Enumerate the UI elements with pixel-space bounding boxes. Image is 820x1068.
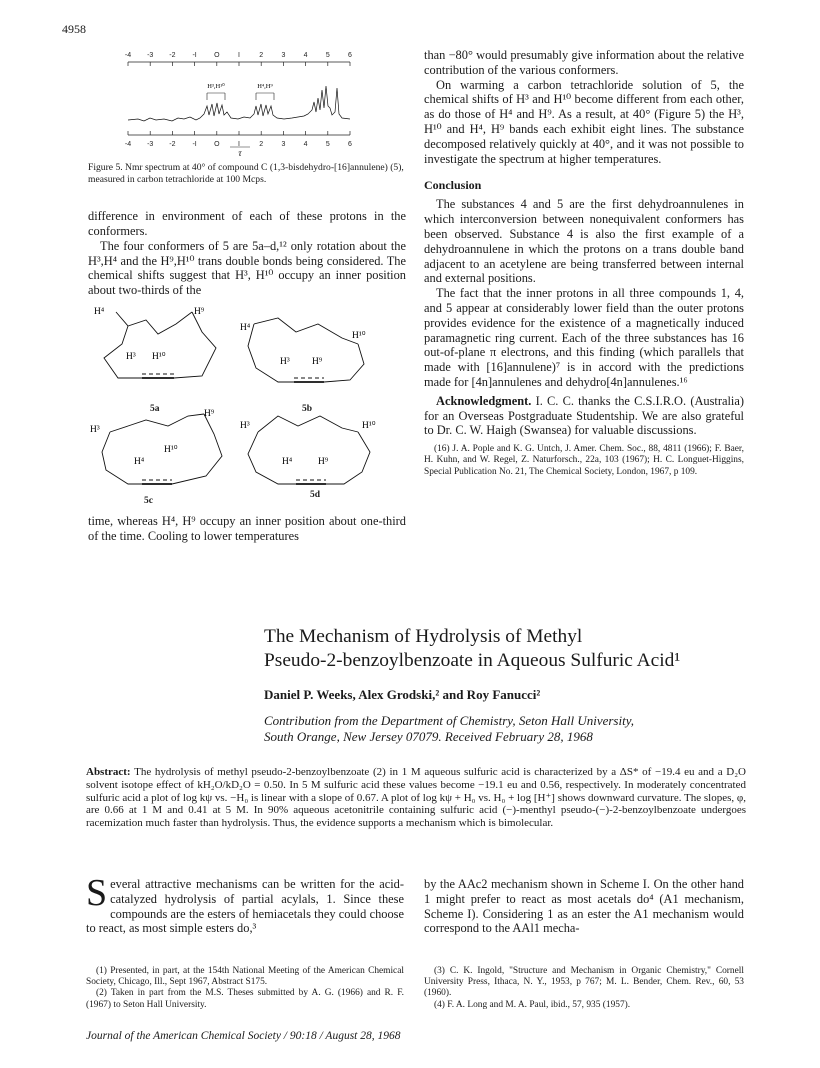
article-header [264,625,764,745]
abstract-text: The hydrolysis of methyl pseudo-2-benzoylbenzoate (2) in 1 M aqueous sulfuric acid is characterized by a ΔS* of −19.4 eu and a D₂O solvent isotope effect of kH₂O/kD₂O = 0.50. In 5 M sulfuric acid these values become −19.1 eu and 0.56, respectively. In moderately concentrated sulfuric acid a plot of log kψ vs. −H₀ is linear with a slope of 0.67. A plot of log kψ + H₀ vs. H₀ + log [H⁺] shows downward curvature. The slopes, φ, are 0.66 at 1 M and 0.41 at 5 M. In 90% aqueous acetonitrile containing sulfuric acid (−)-menthyl pseudo-(−)-2-benzoylbenzoate undergoes racemization much faster than hydrolysis. Thus, the evidence supports a mechanism which is bimolecular. [86,766,746,830]
footnote-3: (3) C. K. Ingold, "Structure and Mechanism in Organic Chemistry," Cornell University Press, Ithaca, N. Y., 1953, p 767; M. L. Bender, Chem. Rev., 60, 53 (1960). [424,966,744,999]
axis-bottom-tick-label-6: 2 [259,141,264,148]
s5b-h4: H⁴ [240,322,251,333]
s5a-h4: H⁴ [94,306,105,317]
axis-bottom-tick-label-1: -3 [147,141,154,148]
axis-top-tick-label-0: -4 [124,52,132,59]
abstract [86,766,746,830]
axis-top-tick-label-3: -I [192,52,197,59]
right-para-4: The fact that the inner protons in all three compounds 1, 4, and 5 appear at considerably lower field than the outer protons provides evidence for the existence of a magnetically induced paramagnetic ring current. Each of the three substances has 16 out-of-plane π electrons, and this finding (which parallels that made with [16]annulene)⁷ is in accord with the predictions made for [4n]annulenes and dehydro[4n]annulenes.¹⁶ [424,286,744,389]
axis-bottom-tick-label-3: -I [192,141,197,148]
reference-16: (16) J. A. Pople and K. G. Untch, J. Amer. Chem. Soc., 88, 4811 (1966); F. Baer, H. Kuhn, and W. Regel, Z. Naturforsch., 22a, 103 (1967); H. C. Longuet-Higgins, Special Publication No. 21, The Chemical Society, London, 1967, p 109. [424,444,744,477]
nmr-spectrum-figure [88,48,406,160]
axis-bottom-tick-label-8: 4 [303,141,308,148]
left-para-2: The four conformers of 5 are 5a–d,¹² only rotation about the H³,H⁴ and the H⁹,H¹⁰ trans double bonds being considered. The chemical shifts suggest that H³, H¹⁰ occupy an inner position about two-thirds of the [88,238,406,298]
s5c-h3: H³ [90,424,100,435]
authors: Daniel P. Weeks, Alex Grodski,² and Roy Fanucci² [264,687,541,702]
axis-bottom-tick-label-10: 6 [348,141,352,148]
left-para-1: difference in environment of each of these protons in the conformers. [88,209,406,238]
s5a-label: 5a [150,403,160,414]
axis-top-tick-label-4: O [214,52,220,59]
article-body-left [86,872,404,936]
affiliation [264,713,764,745]
right-para-3: The substances 4 and 5 are the first dehydroannulenes in which interconversion between nonequivalent conformers has been observed. Substance 4 is also the first example of a dehydroannulene in which the protons on a trans double band adjacent to an acetylene are being transferred between internal and external positions. [424,197,744,286]
s5d-h3: H³ [240,420,250,431]
s5c-label: 5c [144,495,153,506]
s5b-label: 5b [302,403,313,414]
left-column [88,48,406,544]
right-column [424,48,744,478]
page-number: 4958 [62,22,86,36]
band-label-h4-h9: H⁴,H⁹ [257,83,273,90]
axis-top-tick-label-1: -3 [147,52,154,59]
axis-bottom-tick-label-5: I [238,141,240,148]
footnote-4: (4) F. A. Long and M. A. Paul, ibid., 57, 935 (1957). [434,999,631,1010]
s5d-h10: H¹⁰ [362,420,376,431]
axis-symbol-tau: τ [238,148,242,158]
right-para-2: On warming a carbon tetrachloride solution of 5, the chemical shifts of H³ and H¹⁰ become different from each other, as do those of H⁴ and H⁹. As a result, at 40° (Figure 5) the H³, H¹⁰ and H⁴, H⁹ bands each exhibit eight lines. The substance decomposed relatively quickly at 40°, and it was not possible to investigate the spectrum at higher temperatures. [424,77,744,166]
acknowledgment [424,394,744,438]
s5c-h9: H⁹ [204,408,215,419]
drop-cap: S [86,872,108,914]
structure-5a [94,304,222,396]
article-intro-right: by the AAc2 mechanism shown in Scheme I. On the other hand 1 might prefer to react as most acetals do⁴ (A1 mechanism, Scheme I). Considering 1 as an ester the A1 mechanism would correspond to the AAl1 mecha- [424,877,744,936]
band-label-h3-h10: H³,H¹⁰ [207,83,225,90]
article-intro-left [86,872,404,936]
footnote-1: (1) Presented, in part, at the 154th National Meeting of the American Chemical Society, Chicago, Ill., Sept 1967, Abstract S175. [86,966,404,988]
acknowledgment-heading: Acknowledgment. [436,393,532,408]
axis-top-tick-label-9: 5 [325,52,330,59]
structure-5d [238,408,388,494]
structure-5c [88,408,228,494]
footnotes-left [86,966,404,1011]
footnotes-right [424,966,744,1011]
article-body-right [424,877,744,936]
figure-5-caption: Figure 5. Nmr spectrum at 40° of compound C (1,3-bisdehydro-[16]annulene) (5), measured in carbon tetrachloride at 100 Mcps. [88,162,404,185]
s5a-h9: H⁹ [194,306,205,317]
s5b-h10: H¹⁰ [352,330,366,341]
axis-top-tick-label-5: I [238,52,240,59]
axis-bottom-tick-label-4: O [214,141,220,148]
affiliation-line-1: Contribution from the Department of Chemistry, Seton Hall University, [264,713,634,728]
spectrum-trace [128,86,350,121]
s5a-h3: H³ [126,351,136,362]
axis-top-tick-label-7: 3 [281,52,286,59]
affiliation-line-2: South Orange, New Jersey 07079. Received February 28, 1968 [264,729,593,744]
axis-top-tick-label-8: 4 [303,52,308,59]
abstract-label: Abstract: [86,766,131,778]
footnote-2: (2) Taken in part from the M.S. Theses submitted by A. G. (1966) and R. F. (1967) to Seton Hall University. [86,988,404,1010]
right-para-1: than −80° would presumably give information about the relative contribution of the various conformers. [424,48,744,77]
structure-5b [238,314,374,398]
references-top [424,444,744,478]
axis-bottom-tick-label-9: 5 [325,141,330,148]
journal-footer: Journal of the American Chemical Society / 90:18 / August 28, 1968 [86,1030,401,1042]
s5c-h4: H⁴ [134,456,145,467]
axis-top-tick-label-2: -2 [169,52,176,59]
axis-bottom-tick-label-7: 3 [281,141,286,148]
s5b-h9: H⁹ [312,356,323,367]
conformer-structures [88,300,406,510]
article-intro-left-text: everal attractive mechanisms can be written for the acid-catalyzed hydrolysis of partial acylals, 1. Since these compounds are the esters of hemiacetals they could choose to react, as most simple esters do,³ [86,877,404,936]
acknowledgment-text: I. C. C. thanks the C.S.I.R.O. (Australia) for an Overseas Postgraduate Studentship. We are also grateful to Dr. C. W. Haigh (Swansea) for valuable discussions. [424,393,744,438]
article-title-line-2: Pseudo-2-benzoylbenzoate in Aqueous Sulfuric Acid¹ [264,650,681,671]
axis-top-tick-label-10: 6 [348,52,352,59]
axis-top-tick-label-6: 2 [259,52,264,59]
s5c-h10: H¹⁰ [164,444,178,455]
article-title [264,625,764,673]
s5d-h4: H⁴ [282,456,293,467]
article-title-line-1: The Mechanism of Hydrolysis of Methyl [264,626,583,647]
s5a-h10: H¹⁰ [152,351,166,362]
conclusion-heading: Conclusion [424,178,482,193]
s5d-label: 5d [310,489,321,500]
s5b-h3: H³ [280,356,290,367]
axis-bottom-tick-label-0: -4 [124,141,132,148]
left-para-3: time, whereas H⁴, H⁹ occupy an inner position about one-third of the time. Cooling to lower temperatures [88,513,406,543]
s5d-h9: H⁹ [318,456,329,467]
axis-bottom-tick-label-2: -2 [169,141,176,148]
